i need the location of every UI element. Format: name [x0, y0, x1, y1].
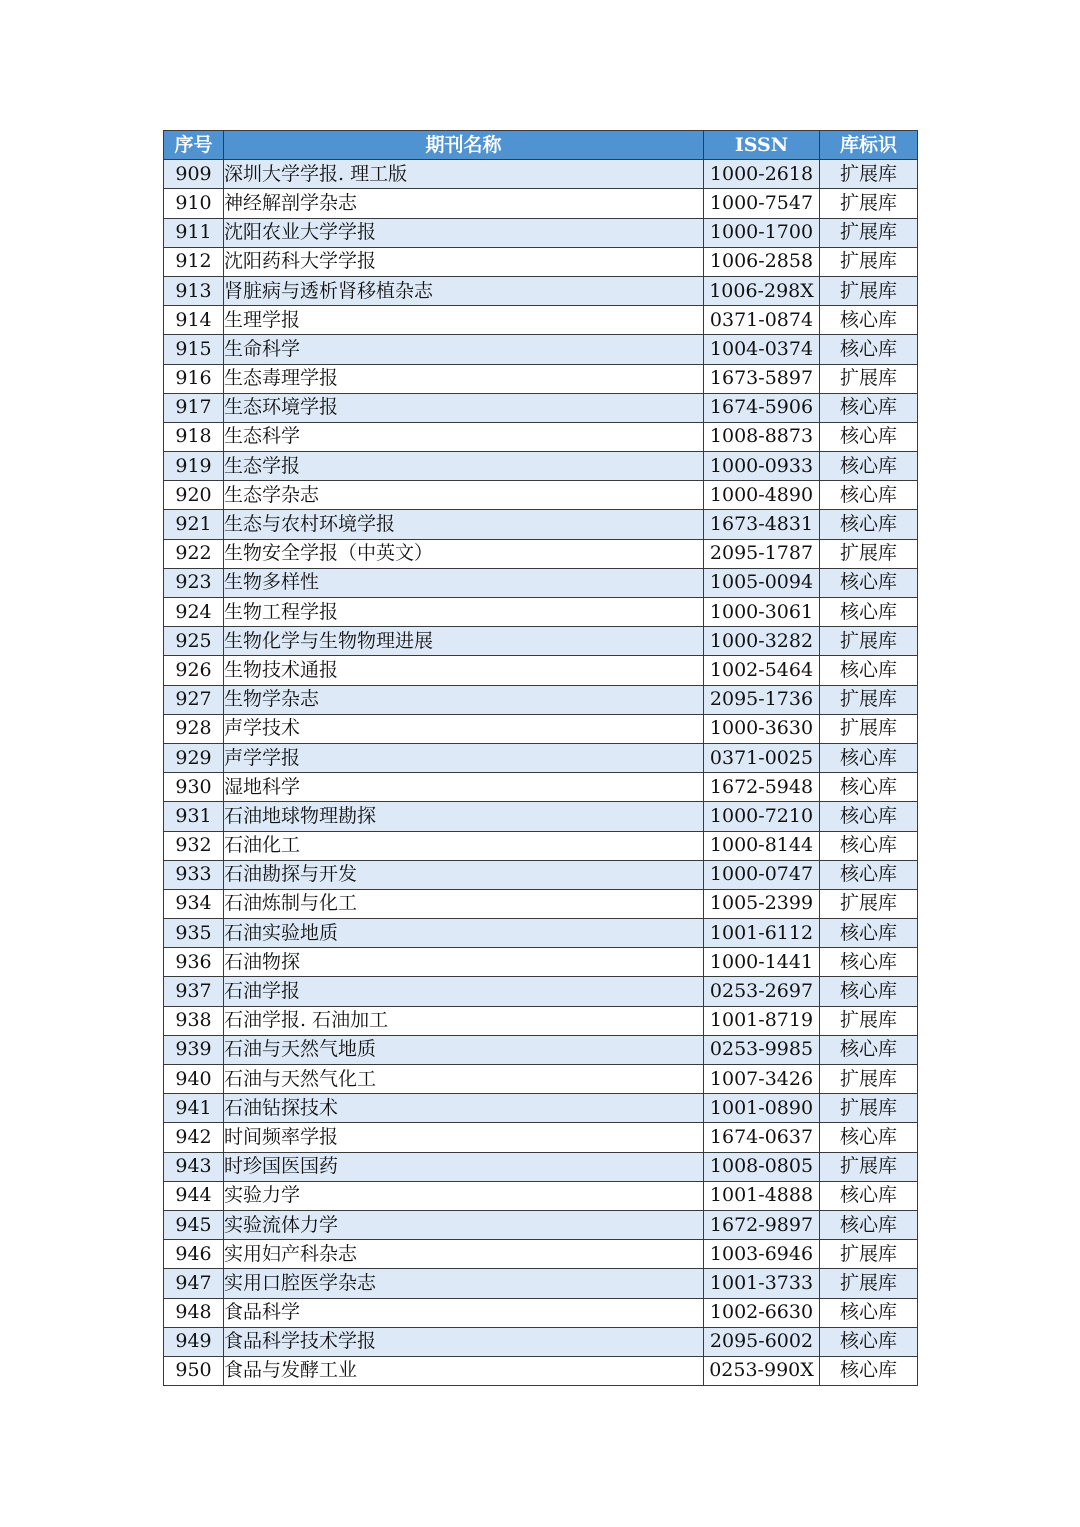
cell-issn: 1000-0747	[704, 860, 820, 889]
cell-serial-number: 910	[164, 189, 224, 218]
cell-library-tag: 核心库	[820, 481, 918, 510]
cell-journal-name: 沈阳农业大学学报	[224, 218, 704, 247]
table-row	[164, 189, 918, 218]
cell-library-tag: 核心库	[820, 1123, 918, 1152]
cell-serial-number: 945	[164, 1210, 224, 1239]
table-row	[164, 685, 918, 714]
table-row	[164, 422, 918, 451]
cell-serial-number: 926	[164, 656, 224, 685]
table-row	[164, 539, 918, 568]
cell-issn: 1007-3426	[704, 1065, 820, 1094]
cell-serial-number: 932	[164, 831, 224, 860]
table-row	[164, 1065, 918, 1094]
cell-journal-name: 食品科学	[224, 1298, 704, 1327]
cell-journal-name: 石油勘探与开发	[224, 860, 704, 889]
cell-issn: 1001-8719	[704, 1006, 820, 1035]
cell-issn: 1001-6112	[704, 919, 820, 948]
cell-issn: 1006-2858	[704, 247, 820, 276]
cell-serial-number: 923	[164, 568, 224, 597]
table-header	[164, 131, 918, 160]
cell-serial-number: 933	[164, 860, 224, 889]
cell-issn: 1002-6630	[704, 1298, 820, 1327]
cell-issn: 1005-2399	[704, 889, 820, 918]
cell-journal-name: 生物化学与生物物理进展	[224, 627, 704, 656]
cell-library-tag: 核心库	[820, 743, 918, 772]
cell-library-tag: 核心库	[820, 452, 918, 481]
cell-library-tag: 核心库	[820, 860, 918, 889]
cell-serial-number: 941	[164, 1094, 224, 1123]
table-row	[164, 831, 918, 860]
cell-serial-number: 950	[164, 1356, 224, 1385]
cell-serial-number: 914	[164, 306, 224, 335]
cell-issn: 1000-7210	[704, 802, 820, 831]
cell-journal-name: 实验流体力学	[224, 1210, 704, 1239]
cell-issn: 1000-1441	[704, 948, 820, 977]
cell-issn: 1003-6946	[704, 1240, 820, 1269]
cell-issn: 0371-0874	[704, 306, 820, 335]
table-row	[164, 160, 918, 189]
cell-library-tag: 核心库	[820, 306, 918, 335]
cell-journal-name: 时间频率学报	[224, 1123, 704, 1152]
cell-issn: 0253-2697	[704, 977, 820, 1006]
cell-library-tag: 核心库	[820, 598, 918, 627]
cell-issn: 1001-3733	[704, 1269, 820, 1298]
cell-serial-number: 942	[164, 1123, 224, 1152]
cell-serial-number: 931	[164, 802, 224, 831]
table-row	[164, 452, 918, 481]
cell-journal-name: 时珍国医国药	[224, 1152, 704, 1181]
table-row	[164, 568, 918, 597]
cell-library-tag: 扩展库	[820, 685, 918, 714]
cell-serial-number: 937	[164, 977, 224, 1006]
cell-library-tag: 核心库	[820, 919, 918, 948]
cell-issn: 1674-0637	[704, 1123, 820, 1152]
table-row	[164, 598, 918, 627]
cell-journal-name: 深圳大学学报. 理工版	[224, 160, 704, 189]
cell-issn: 1000-3630	[704, 714, 820, 743]
cell-library-tag: 扩展库	[820, 539, 918, 568]
cell-library-tag: 扩展库	[820, 160, 918, 189]
table-row	[164, 364, 918, 393]
cell-serial-number: 927	[164, 685, 224, 714]
cell-journal-name: 实用口腔医学杂志	[224, 1269, 704, 1298]
cell-journal-name: 石油与天然气化工	[224, 1065, 704, 1094]
cell-serial-number: 946	[164, 1240, 224, 1269]
cell-library-tag: 核心库	[820, 393, 918, 422]
cell-library-tag: 扩展库	[820, 1094, 918, 1123]
cell-issn: 1000-7547	[704, 189, 820, 218]
cell-serial-number: 935	[164, 919, 224, 948]
table-row	[164, 743, 918, 772]
cell-serial-number: 921	[164, 510, 224, 539]
cell-issn: 1000-4890	[704, 481, 820, 510]
cell-serial-number: 948	[164, 1298, 224, 1327]
cell-serial-number: 943	[164, 1152, 224, 1181]
table-row	[164, 1035, 918, 1064]
cell-serial-number: 930	[164, 773, 224, 802]
table-row	[164, 1181, 918, 1210]
cell-journal-name: 生态科学	[224, 422, 704, 451]
cell-issn: 0253-990X	[704, 1356, 820, 1385]
cell-journal-name: 食品科学技术学报	[224, 1327, 704, 1356]
cell-journal-name: 生物多样性	[224, 568, 704, 597]
cell-journal-name: 石油学报. 石油加工	[224, 1006, 704, 1035]
table-row	[164, 1152, 918, 1181]
cell-issn: 1000-8144	[704, 831, 820, 860]
cell-library-tag: 扩展库	[820, 189, 918, 218]
cell-journal-name: 实验力学	[224, 1181, 704, 1210]
cell-library-tag: 核心库	[820, 422, 918, 451]
cell-issn: 1000-3282	[704, 627, 820, 656]
cell-journal-name: 石油学报	[224, 977, 704, 1006]
table-row	[164, 1123, 918, 1152]
cell-library-tag: 核心库	[820, 948, 918, 977]
table-row	[164, 247, 918, 276]
cell-issn: 1008-0805	[704, 1152, 820, 1181]
table-row	[164, 1269, 918, 1298]
header-issn: ISSN	[704, 131, 820, 160]
cell-library-tag: 核心库	[820, 1327, 918, 1356]
cell-serial-number: 929	[164, 743, 224, 772]
cell-serial-number: 934	[164, 889, 224, 918]
table-row	[164, 656, 918, 685]
table-row	[164, 627, 918, 656]
cell-issn: 1672-5948	[704, 773, 820, 802]
cell-serial-number: 922	[164, 539, 224, 568]
cell-library-tag: 核心库	[820, 1210, 918, 1239]
cell-issn: 0371-0025	[704, 743, 820, 772]
cell-journal-name: 石油物探	[224, 948, 704, 977]
cell-journal-name: 生物安全学报（中英文）	[224, 539, 704, 568]
table-row	[164, 335, 918, 364]
cell-library-tag: 核心库	[820, 1298, 918, 1327]
cell-serial-number: 944	[164, 1181, 224, 1210]
table-row	[164, 802, 918, 831]
cell-issn: 2095-6002	[704, 1327, 820, 1356]
cell-journal-name: 生态毒理学报	[224, 364, 704, 393]
cell-issn: 1672-9897	[704, 1210, 820, 1239]
cell-journal-name: 湿地科学	[224, 773, 704, 802]
cell-library-tag: 扩展库	[820, 1240, 918, 1269]
cell-journal-name: 沈阳药科大学学报	[224, 247, 704, 276]
table-row	[164, 1327, 918, 1356]
journal-table	[163, 130, 918, 1386]
table-row	[164, 1356, 918, 1385]
cell-journal-name: 石油化工	[224, 831, 704, 860]
table-row	[164, 1094, 918, 1123]
table-row	[164, 948, 918, 977]
cell-serial-number: 918	[164, 422, 224, 451]
table-row	[164, 773, 918, 802]
cell-journal-name: 食品与发酵工业	[224, 1356, 704, 1385]
table-row	[164, 510, 918, 539]
cell-library-tag: 核心库	[820, 773, 918, 802]
table-row	[164, 276, 918, 305]
cell-serial-number: 920	[164, 481, 224, 510]
cell-library-tag: 扩展库	[820, 889, 918, 918]
cell-issn: 1006-298X	[704, 276, 820, 305]
cell-issn: 1000-0933	[704, 452, 820, 481]
cell-library-tag: 扩展库	[820, 1006, 918, 1035]
header-serial-number: 序号	[164, 131, 224, 160]
header-journal-name: 期刊名称	[224, 131, 704, 160]
cell-journal-name: 生态学报	[224, 452, 704, 481]
cell-journal-name: 石油地球物理勘探	[224, 802, 704, 831]
cell-serial-number: 924	[164, 598, 224, 627]
cell-library-tag: 核心库	[820, 1181, 918, 1210]
cell-issn: 0253-9985	[704, 1035, 820, 1064]
cell-library-tag: 扩展库	[820, 247, 918, 276]
cell-journal-name: 生物技术通报	[224, 656, 704, 685]
cell-library-tag: 扩展库	[820, 276, 918, 305]
cell-serial-number: 917	[164, 393, 224, 422]
cell-issn: 1000-1700	[704, 218, 820, 247]
cell-library-tag: 核心库	[820, 977, 918, 1006]
cell-journal-name: 生命科学	[224, 335, 704, 364]
cell-journal-name: 生态与农村环境学报	[224, 510, 704, 539]
cell-issn: 1001-0890	[704, 1094, 820, 1123]
cell-serial-number: 940	[164, 1065, 224, 1094]
cell-library-tag: 核心库	[820, 656, 918, 685]
cell-issn: 1004-0374	[704, 335, 820, 364]
cell-issn: 1002-5464	[704, 656, 820, 685]
table-row	[164, 306, 918, 335]
cell-library-tag: 核心库	[820, 568, 918, 597]
cell-issn: 1000-2618	[704, 160, 820, 189]
cell-serial-number: 928	[164, 714, 224, 743]
cell-issn: 1000-3061	[704, 598, 820, 627]
header-library-tag: 库标识	[820, 131, 918, 160]
cell-serial-number: 936	[164, 948, 224, 977]
table-row	[164, 889, 918, 918]
table-row	[164, 977, 918, 1006]
cell-library-tag: 扩展库	[820, 714, 918, 743]
table-row	[164, 919, 918, 948]
cell-journal-name: 生物工程学报	[224, 598, 704, 627]
cell-library-tag: 扩展库	[820, 218, 918, 247]
table-row	[164, 860, 918, 889]
cell-issn: 1673-5897	[704, 364, 820, 393]
cell-journal-name: 生理学报	[224, 306, 704, 335]
cell-journal-name: 生态环境学报	[224, 393, 704, 422]
cell-journal-name: 生物学杂志	[224, 685, 704, 714]
cell-serial-number: 909	[164, 160, 224, 189]
cell-journal-name: 石油钻探技术	[224, 1094, 704, 1123]
cell-serial-number: 919	[164, 452, 224, 481]
table-row	[164, 714, 918, 743]
cell-library-tag: 扩展库	[820, 627, 918, 656]
cell-issn: 1008-8873	[704, 422, 820, 451]
cell-library-tag: 扩展库	[820, 1065, 918, 1094]
cell-serial-number: 916	[164, 364, 224, 393]
cell-issn: 1005-0094	[704, 568, 820, 597]
cell-serial-number: 911	[164, 218, 224, 247]
header-row	[164, 131, 918, 160]
cell-issn: 2095-1736	[704, 685, 820, 714]
cell-serial-number: 915	[164, 335, 224, 364]
cell-library-tag: 核心库	[820, 510, 918, 539]
cell-journal-name: 声学技术	[224, 714, 704, 743]
cell-serial-number: 925	[164, 627, 224, 656]
cell-journal-name: 石油炼制与化工	[224, 889, 704, 918]
cell-library-tag: 扩展库	[820, 1269, 918, 1298]
table-row	[164, 218, 918, 247]
cell-journal-name: 生态学杂志	[224, 481, 704, 510]
cell-serial-number: 913	[164, 276, 224, 305]
cell-issn: 1001-4888	[704, 1181, 820, 1210]
cell-library-tag: 核心库	[820, 1356, 918, 1385]
cell-serial-number: 949	[164, 1327, 224, 1356]
table-row	[164, 393, 918, 422]
cell-library-tag: 核心库	[820, 1035, 918, 1064]
table-row	[164, 1298, 918, 1327]
cell-serial-number: 947	[164, 1269, 224, 1298]
table-row	[164, 1240, 918, 1269]
table-row	[164, 1006, 918, 1035]
cell-library-tag: 核心库	[820, 831, 918, 860]
table-row	[164, 1210, 918, 1239]
cell-issn: 1674-5906	[704, 393, 820, 422]
cell-journal-name: 石油实验地质	[224, 919, 704, 948]
cell-library-tag: 核心库	[820, 335, 918, 364]
cell-serial-number: 938	[164, 1006, 224, 1035]
cell-serial-number: 912	[164, 247, 224, 276]
cell-journal-name: 实用妇产科杂志	[224, 1240, 704, 1269]
table-body	[164, 160, 918, 1386]
cell-journal-name: 神经解剖学杂志	[224, 189, 704, 218]
cell-journal-name: 声学学报	[224, 743, 704, 772]
cell-issn: 2095-1787	[704, 539, 820, 568]
table-row	[164, 481, 918, 510]
cell-journal-name: 肾脏病与透析肾移植杂志	[224, 276, 704, 305]
cell-library-tag: 扩展库	[820, 1152, 918, 1181]
cell-library-tag: 扩展库	[820, 364, 918, 393]
cell-serial-number: 939	[164, 1035, 224, 1064]
cell-issn: 1673-4831	[704, 510, 820, 539]
cell-journal-name: 石油与天然气地质	[224, 1035, 704, 1064]
cell-library-tag: 核心库	[820, 802, 918, 831]
